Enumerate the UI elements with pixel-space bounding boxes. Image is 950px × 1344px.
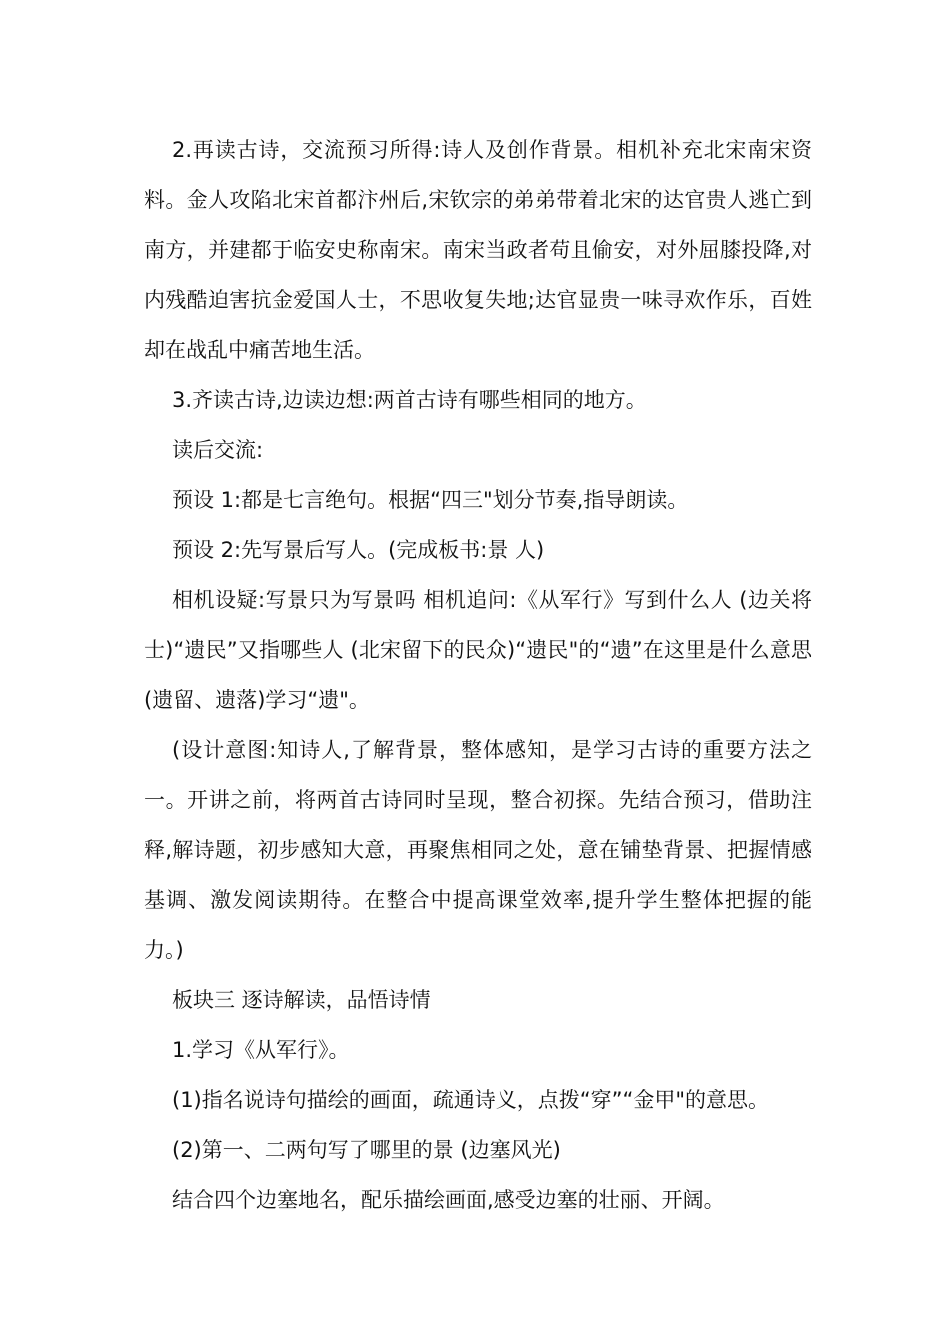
paragraph-study-poem: 1.学习《从军行》。 bbox=[172, 1038, 350, 1062]
paragraph-questions: 相机设疑:写景只为写景吗 相机追问:《从军行》写到什么人 (边关将士)“遗民”又指哪些人 (北宋留下的民众)“遗民"的“遗”在这里是什么意思 (遗留、遗落)学习“遗"。 bbox=[144, 588, 812, 712]
paragraph-discussion: 读后交流: bbox=[172, 438, 264, 462]
paragraph-step-2: (2)第一、二两句写了哪里的景 (边塞风光) bbox=[172, 1138, 561, 1162]
document-body bbox=[144, 125, 812, 1225]
paragraph-background: 2.再读古诗，交流预习所得:诗人及创作背景。相机补充北宋南宋资料。金人攻陷北宋首都汴州后,宋钦宗的弟弟带着北宋的达官贵人逃亡到南方，并建都于临安史称南宋。南宋当政者苟且偷安，对外屈膝投降,对内残酷迫害抗金爱国人士，不思收复失地;达官显贵一味寻欢作乐，百姓却在战乱中痛苦地生活。 bbox=[144, 138, 812, 362]
paragraph-design-intent: (设计意图:知诗人,了解背景，整体感知，是学习古诗的重要方法之一。开讲之前，将两首古诗同时呈现，整合初探。先结合预习，借助注释,解诗题，初步感知大意，再聚焦相同之处，意在铺垫背景、把握情感基调、激发阅读期待。在整合中提高课堂效率,提升学生整体把握的能力。) bbox=[144, 738, 812, 962]
paragraph-preset-2: 预设 2:先写景后写人。(完成板书:景 人) bbox=[172, 538, 545, 562]
section-heading: 板块三 逐诗解读，品悟诗情 bbox=[172, 988, 431, 1012]
paragraph-preset-1: 预设 1:都是七言绝句。根据“四三"划分节奏,指导朗读。 bbox=[172, 488, 689, 512]
paragraph-read-together: 3.齐读古诗,边读边想:两首古诗有哪些相同的地方。 bbox=[172, 388, 647, 412]
paragraph-step-1: (1)指名说诗句描绘的画面，疏通诗义，点拨“穿”“金甲"的意思。 bbox=[172, 1088, 770, 1112]
paragraph-frontier: 结合四个边塞地名，配乐描绘画面,感受边塞的壮丽、开阔。 bbox=[172, 1188, 725, 1212]
